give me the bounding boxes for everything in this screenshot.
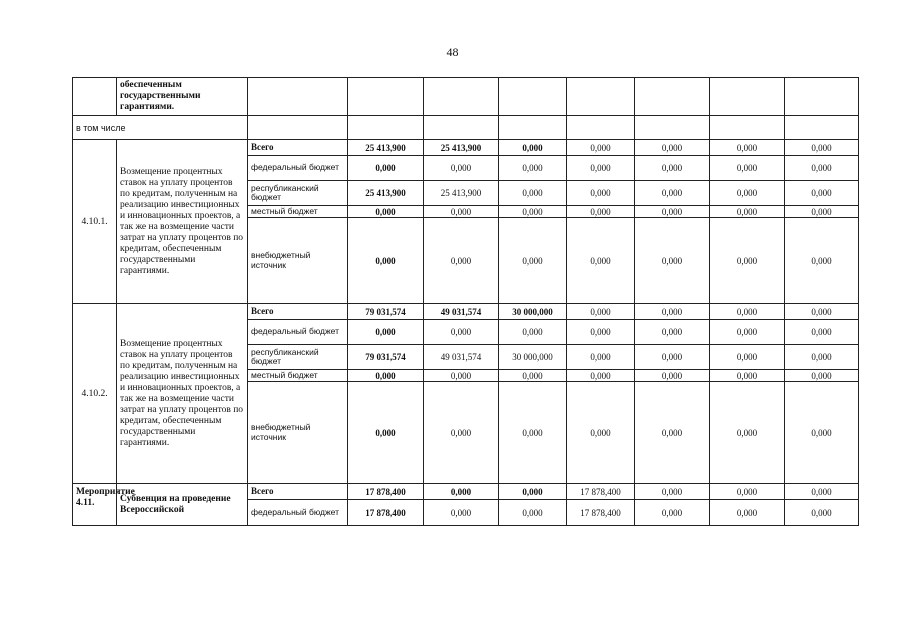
value-cell: 17 878,400 (348, 500, 424, 526)
value-cell: 0,000 (348, 382, 424, 484)
value-cell: 0,000 (424, 206, 499, 218)
value-cell: 0,000 (710, 218, 785, 304)
value-cell (710, 78, 785, 116)
value-cell: 0,000 (499, 181, 567, 206)
source-cell (248, 78, 348, 116)
value-cell: 0,000 (635, 140, 710, 156)
value-cell: 0,000 (424, 156, 499, 181)
row-code: Мероприятие 4.11. (73, 484, 117, 526)
row-description: Субвенция на проведение Всероссийской (117, 484, 248, 526)
value-cell: 0,000 (710, 382, 785, 484)
value-cell: 0,000 (567, 181, 635, 206)
value-cell: 0,000 (785, 206, 859, 218)
funding-source: федеральный бюджет (248, 156, 348, 181)
value-cell: 0,000 (635, 345, 710, 370)
value-cell: 0,000 (499, 382, 567, 484)
value-cell (424, 78, 499, 116)
value-cell: 0,000 (710, 370, 785, 382)
funding-source: Всего (248, 484, 348, 500)
value-cell: 0,000 (635, 320, 710, 345)
funding-source: республиканский бюджет (248, 345, 348, 370)
value-cell: 0,000 (499, 370, 567, 382)
value-cell: 49 031,574 (424, 345, 499, 370)
value-cell: 0,000 (710, 304, 785, 320)
value-cell: 0,000 (710, 500, 785, 526)
value-cell: 79 031,574 (348, 304, 424, 320)
value-cell: 0,000 (499, 218, 567, 304)
value-cell: 0,000 (567, 218, 635, 304)
value-cell (424, 116, 499, 140)
value-cell (635, 78, 710, 116)
funding-source: местный бюджет (248, 206, 348, 218)
value-cell: 0,000 (567, 320, 635, 345)
value-cell: 30 000,000 (499, 345, 567, 370)
value-cell: 17 878,400 (348, 484, 424, 500)
value-cell: 0,000 (635, 484, 710, 500)
value-cell: 0,000 (499, 320, 567, 345)
value-cell: 17 878,400 (567, 484, 635, 500)
value-cell: 25 413,900 (424, 181, 499, 206)
value-cell: 0,000 (710, 181, 785, 206)
page-number: 48 (446, 45, 459, 59)
value-cell: 0,000 (785, 382, 859, 484)
value-cell: 0,000 (785, 484, 859, 500)
row-description: обеспеченным государственными гарантиями. (117, 78, 248, 116)
value-cell: 25 413,900 (348, 140, 424, 156)
value-cell: 0,000 (710, 156, 785, 181)
value-cell: 25 413,900 (424, 140, 499, 156)
value-cell: 0,000 (499, 156, 567, 181)
value-cell (348, 78, 424, 116)
value-cell: 0,000 (710, 484, 785, 500)
table-row (73, 484, 859, 500)
value-cell: 0,000 (785, 140, 859, 156)
value-cell: 0,000 (635, 181, 710, 206)
section-label: в том числе (73, 116, 248, 140)
value-cell (785, 78, 859, 116)
funding-source: внебюджетный источник (248, 382, 348, 484)
value-cell: 0,000 (785, 304, 859, 320)
table-row (73, 140, 859, 156)
funding-source: федеральный бюджет (248, 500, 348, 526)
value-cell (785, 116, 859, 140)
value-cell: 0,000 (567, 370, 635, 382)
value-cell: 79 031,574 (348, 345, 424, 370)
value-cell: 0,000 (348, 320, 424, 345)
section-row (73, 116, 859, 140)
value-cell: 0,000 (567, 206, 635, 218)
value-cell: 0,000 (499, 500, 567, 526)
value-cell: 0,000 (424, 382, 499, 484)
row-code: 4.10.2. (73, 304, 117, 484)
value-cell: 0,000 (499, 484, 567, 500)
value-cell: 0,000 (635, 206, 710, 218)
value-cell (567, 78, 635, 116)
row-description: Возмещение процентных ставок на уплату процентов по кредитам, полученным на реализацию инвестиционных и инновационных проектов, а так же на возмещение части затрат на уплату процентов по кредитам, обеспеченным государственными гарантиями. (117, 304, 248, 484)
value-cell: 0,000 (785, 156, 859, 181)
funding-source: республиканский бюджет (248, 181, 348, 206)
value-cell: 0,000 (635, 156, 710, 181)
value-cell: 0,000 (785, 370, 859, 382)
value-cell: 0,000 (710, 140, 785, 156)
value-cell: 0,000 (635, 304, 710, 320)
funding-source: Всего (248, 304, 348, 320)
value-cell: 0,000 (567, 156, 635, 181)
value-cell: 0,000 (424, 500, 499, 526)
row-code: 4.10.1. (73, 140, 117, 304)
funding-source: местный бюджет (248, 370, 348, 382)
value-cell (499, 116, 567, 140)
table-body (73, 78, 859, 526)
value-cell (635, 116, 710, 140)
value-cell (499, 78, 567, 116)
value-cell: 0,000 (710, 320, 785, 345)
value-cell: 0,000 (785, 345, 859, 370)
row-code-cell (73, 78, 117, 116)
value-cell: 0,000 (710, 206, 785, 218)
value-cell: 0,000 (567, 304, 635, 320)
value-cell: 25 413,900 (348, 181, 424, 206)
value-cell: 49 031,574 (424, 304, 499, 320)
value-cell: 0,000 (785, 320, 859, 345)
value-cell: 0,000 (424, 320, 499, 345)
row-description: Возмещение процентных ставок на уплату процентов по кредитам, полученным на реализацию инвестиционных и инновационных проектов, а так же на возмещение части затрат на уплату процентов по кредитам, обеспеченным государственными гарантиями. (117, 140, 248, 304)
value-cell: 0,000 (635, 370, 710, 382)
value-cell (567, 116, 635, 140)
value-cell: 0,000 (424, 484, 499, 500)
value-cell: 0,000 (567, 382, 635, 484)
source-cell (248, 116, 348, 140)
value-cell: 0,000 (499, 206, 567, 218)
value-cell: 0,000 (635, 218, 710, 304)
value-cell: 0,000 (348, 206, 424, 218)
value-cell: 0,000 (785, 181, 859, 206)
value-cell: 0,000 (567, 140, 635, 156)
funding-source: федеральный бюджет (248, 320, 348, 345)
value-cell (348, 116, 424, 140)
value-cell: 0,000 (710, 345, 785, 370)
table-row (73, 78, 859, 116)
value-cell: 0,000 (348, 370, 424, 382)
value-cell: 0,000 (567, 345, 635, 370)
budget-table (72, 77, 859, 526)
value-cell: 0,000 (635, 382, 710, 484)
value-cell: 0,000 (348, 156, 424, 181)
value-cell: 0,000 (424, 218, 499, 304)
value-cell: 0,000 (499, 140, 567, 156)
value-cell: 0,000 (785, 218, 859, 304)
value-cell (710, 116, 785, 140)
value-cell: 0,000 (424, 370, 499, 382)
table-row (73, 304, 859, 320)
value-cell: 17 878,400 (567, 500, 635, 526)
value-cell: 0,000 (635, 500, 710, 526)
value-cell: 0,000 (785, 500, 859, 526)
value-cell: 30 000,000 (499, 304, 567, 320)
funding-source: Всего (248, 140, 348, 156)
funding-source: внебюджетный источник (248, 218, 348, 304)
value-cell: 0,000 (348, 218, 424, 304)
